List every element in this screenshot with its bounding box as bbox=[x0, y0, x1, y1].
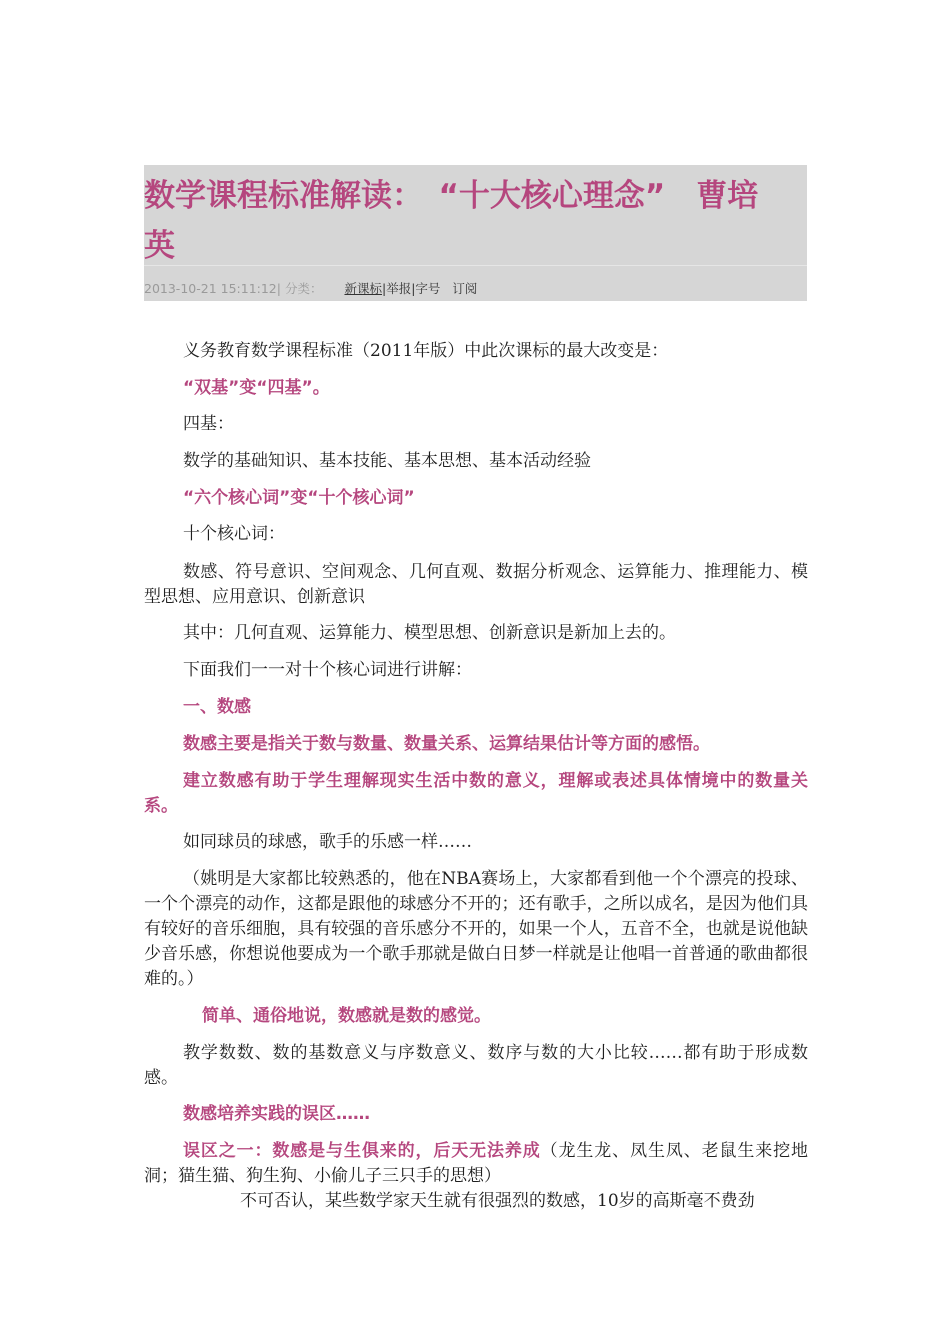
font-size-link[interactable]: |字号 bbox=[411, 281, 441, 296]
header-divider bbox=[144, 265, 807, 266]
paragraph: 十个核心词： bbox=[183, 524, 285, 544]
category-link[interactable]: 新课标 bbox=[344, 281, 382, 296]
paragraph: 教学数数、数的基数意义与序数意义、数序与数的大小比较……都有助于形成数感。 bbox=[144, 1043, 808, 1088]
misconception-heading: 误区之一：数感是与生俱来的，后天无法养成 bbox=[183, 1141, 541, 1161]
category-label: 分类： bbox=[284, 281, 323, 296]
paragraph: （姚明是大家都比较熟悉的，他在NBA赛场上，大家都看到他一个个漂亮的投球、一个个漂亮的动作，这都是跟他的球感分不开的；还有歌手，之所以成名，是因为他们具有较好的音乐细胞，具有较强的音乐感分不开的，如果一个人，五音不全，也就是说他缺少音乐感，你想说他要成为一个歌手那就是做白日梦一样就是让他唱一首普通的歌曲都很难的。） bbox=[144, 869, 808, 989]
paragraph-bold: 简单、通俗地说，数感就是数的感觉。 bbox=[202, 1006, 491, 1026]
paragraph: 如同球员的球感，歌手的乐感一样…… bbox=[183, 832, 472, 852]
paragraph-bold: 数感培养实践的误区…… bbox=[183, 1104, 370, 1124]
paragraph bbox=[144, 1139, 808, 1189]
article-title: 数学课程标准解读： “十大核心理念” 曹培英 bbox=[144, 178, 759, 264]
paragraph: 不可否认，某些数学家天生就有很强烈的数感，10岁的高斯毫不费劲 bbox=[240, 1191, 755, 1211]
section-heading: 一、数感 bbox=[183, 697, 251, 717]
paragraph-bold: 建立数感有助于学生理解现实生活中数的意义，理解或表述具体情境中的数量关系。 bbox=[144, 771, 808, 816]
paragraph-bold: 数感主要是指关于数与数量、数量关系、运算结果估计等方面的感悟。 bbox=[183, 734, 710, 754]
misconception-detail: （龙生龙、凤生凤、老鼠生来挖地洞；猫生猫、狗生狗、小偷儿子三只手的思想） bbox=[144, 1141, 809, 1186]
paragraph: 数感、符号意识、空间观念、几何直观、数据分析观念、运算能力、推理能力、模型思想、应用意识、创新意识 bbox=[144, 562, 808, 607]
paragraph: 下面我们一一对十个核心词进行讲解： bbox=[183, 660, 472, 680]
paragraph-bold: “六个核心词”变“十个核心词” bbox=[183, 488, 415, 508]
subscribe-link[interactable]: 订阅 bbox=[452, 281, 478, 296]
paragraph: 四基： bbox=[183, 414, 234, 434]
post-datetime: 2013-10-21 15:11:12| bbox=[144, 281, 281, 296]
article-header bbox=[144, 165, 807, 301]
paragraph: 义务教育数学课程标准（2011年版）中此次课标的最大改变是： bbox=[183, 341, 669, 361]
paragraph-bold: “双基”变“四基”。 bbox=[183, 378, 330, 398]
report-link[interactable]: |举报 bbox=[381, 281, 412, 296]
paragraph: 数学的基础知识、基本技能、基本思想、基本活动经验 bbox=[183, 451, 591, 471]
article-meta bbox=[144, 279, 477, 297]
paragraph: 其中：几何直观、运算能力、模型思想、创新意识是新加上去的。 bbox=[183, 623, 676, 643]
